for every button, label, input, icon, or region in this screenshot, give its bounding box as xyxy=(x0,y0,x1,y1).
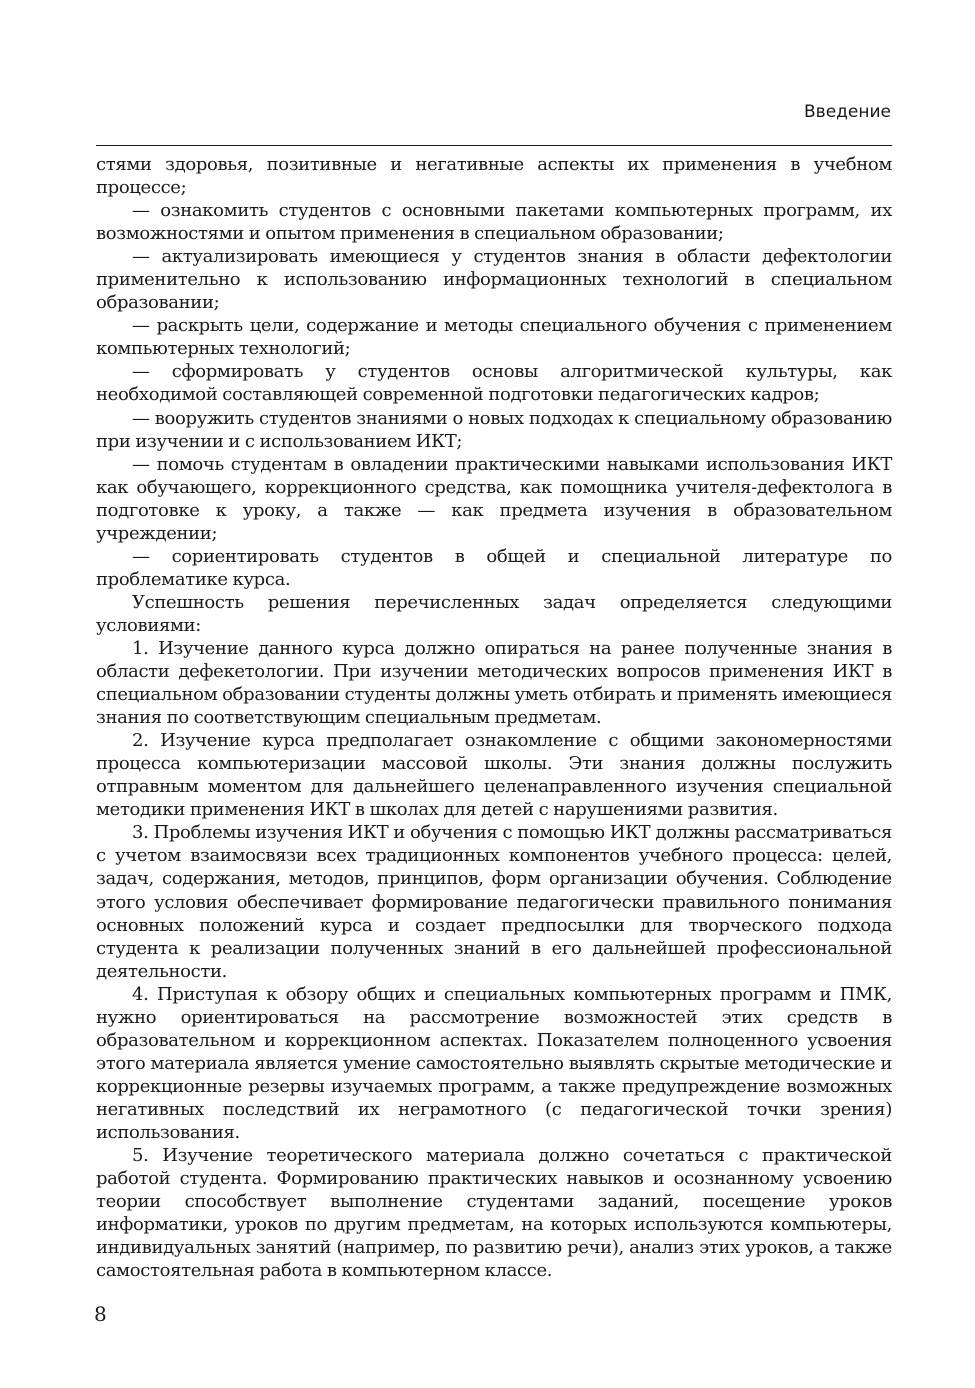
header-rule xyxy=(96,145,892,146)
numbered-condition: 4. Приступая к обзору общих и специальных компьютерных программ и ПМК, нужно ориентироваться на рассмотрение возможностей этих средств в образовательном и коррекционном аспектах. Показателем полноценного усвоения этого материала является умение самостоятельно выявлять скрытые методические и коррекционные резервы изучаемых программ, а также предупреждение возможных негативных последствий их неграмотного (с педагогической точки зрения) использования. xyxy=(96,983,892,1143)
running-head-title: Введение xyxy=(804,102,891,122)
numbered-condition: 1. Изучение данного курса должно опираться на ранее полученные знания в области дефекетологии. При изучении методических вопросов применения ИКТ в специальном образовании студенты должны уметь отбирать и применять имеющиеся знания по соответствующим специальным предметам. xyxy=(96,637,892,729)
list-item: — актуализировать имеющиеся у студентов знания в области дефектологии применительно к использованию информационных технологий в специальном образовании; xyxy=(96,246,892,314)
list-item: — сориентировать студентов в общей и специальной литературе по проблематике курса. xyxy=(96,545,892,590)
body-text xyxy=(96,153,892,1282)
page-number: 8 xyxy=(94,1302,107,1326)
list-item: — сформировать у студентов основы алгоритмической культуры, как необходимой составляющей современной подготовки педагогических кадров; xyxy=(96,361,892,406)
paragraph: Успешность решения перечисленных задач определяется следующими условиями: xyxy=(96,591,892,636)
list-item: — ознакомить студентов с основными пакетами компьютерных программ, их возможностями и опытом применения в специальном образовании; xyxy=(96,200,892,245)
list-item: — помочь студентам в овладении практическими навыками использования ИКТ как обучающего, коррекционного средства, как помощника учителя-дефектолога в подготовке к уроку, а также — как предмета изучения в образовательном учреждении; xyxy=(96,453,892,544)
numbered-condition: 2. Изучение курса предполагает ознакомление с общими закономерностями процесса компьютеризации массовой школы. Эти знания должны послужить отправным моментом для дальнейшего целенаправленного изучения специальной методики применения ИКТ в школах для детей с нарушениями развития. xyxy=(96,730,892,821)
numbered-condition: 5. Изучение теоретического материала должно сочетаться с практической работой студента. Формированию практических навыков и осознанному усвоению теории способствует выполнение студентами заданий, посещение уроков информатики, уроков по другим предметам, на которых используются компьютеры, индивидуальных занятий (например, по развитию речи), анализ этих уроков, а также самостоятельная работа в компьютерном классе. xyxy=(96,1145,892,1282)
list-item: — вооружить студентов знаниями о новых подходах к специальному образованию при изучении и с использованием ИКТ; xyxy=(96,407,892,452)
list-item: — раскрыть цели, содержание и методы специального обучения с применением компьютерных технологий; xyxy=(96,315,892,360)
numbered-condition: 3. Проблемы изучения ИКТ и обучения с помощью ИКТ должны рассматриваться с учетом взаимосвязи всех традиционных компонентов учебного процесса: целей, задач, содержания, методов, принципов, форм организации обучения. Соблюдение этого условия обеспечивает формирование педагогически правильного понимания основных положений курса и создает предпосылки для творческого подхода студента к реализации полученных знаний в его дальнейшей профессиональной деятельности. xyxy=(96,822,892,982)
paragraph-continuation: стями здоровья, позитивные и негативные аспекты их применения в учебном процессе; xyxy=(96,154,892,199)
